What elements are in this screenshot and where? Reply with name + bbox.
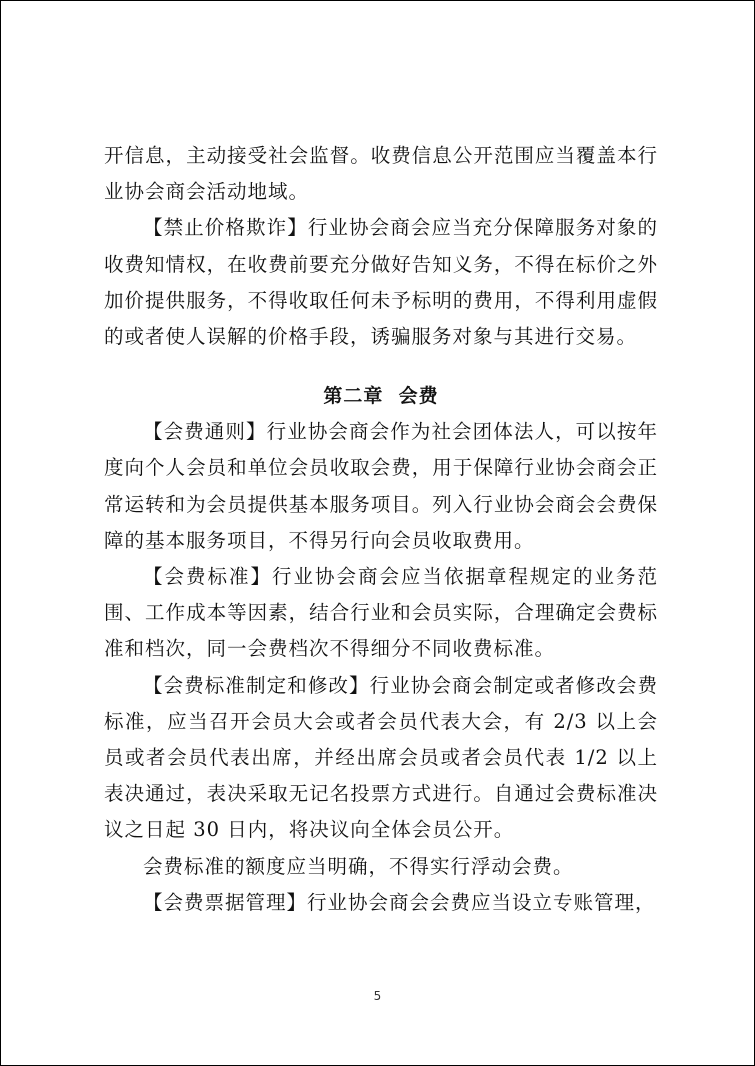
page-content	[104, 138, 658, 921]
paragraph-transparency-continued: 开信息，主动接受社会监督。收费信息公开范围应当覆盖本行业协会商会活动地域。	[104, 144, 658, 204]
page-number: 5	[373, 989, 382, 1003]
paragraph-prohibit-price-fraud: 【禁止价格欺诈】行业协会商会应当充分保障服务对象的收费知情权，在收费前要充分做好告知义务，不得在标价之外加价提供服务，不得收取任何未予标明的费用，不得利用虚假的或者使人误解的价格手段，诱骗服务对象与其进行交易。	[104, 216, 658, 349]
paragraph-membership-fee-general: 【会费通则】行业协会商会作为社会团体法人，可以按年度向个人会员和单位会员收取会费，用于保障行业协会商会正常运转和为会员提供基本服务项目。列入行业协会商会会费保障的基本服务项目，不得另行向会员收取费用。	[104, 420, 658, 552]
chapter-title: 第二章 会费	[323, 385, 439, 408]
paragraph-fee-receipt-management: 【会费票据管理】行业协会商会会费应当设立专账管理，	[143, 890, 656, 914]
paragraph-fee-standard-revision: 【会费标准制定和修改】行业协会商会制定或者修改会费标准，应当召开会员大会或者会员代表大会，有 2/3 以上会员或者会员代表出席，并经出席会员或者会员代表 1/2 以上表决通过，表决采取无记名投票方式进行。自通过会费标准决议之日起 30 日内，将决议向全体会员公开。	[104, 673, 658, 842]
paragraph-fee-amount-fixed: 会费标准的额度应当明确，不得实行浮动会费。	[143, 854, 574, 878]
paragraph-membership-fee-standard: 【会费标准】行业协会商会应当依据章程规定的业务范围、工作成本等因素，结合行业和会员实际，合理确定会费标准和档次，同一会费档次不得细分不同收费标准。	[104, 565, 658, 661]
